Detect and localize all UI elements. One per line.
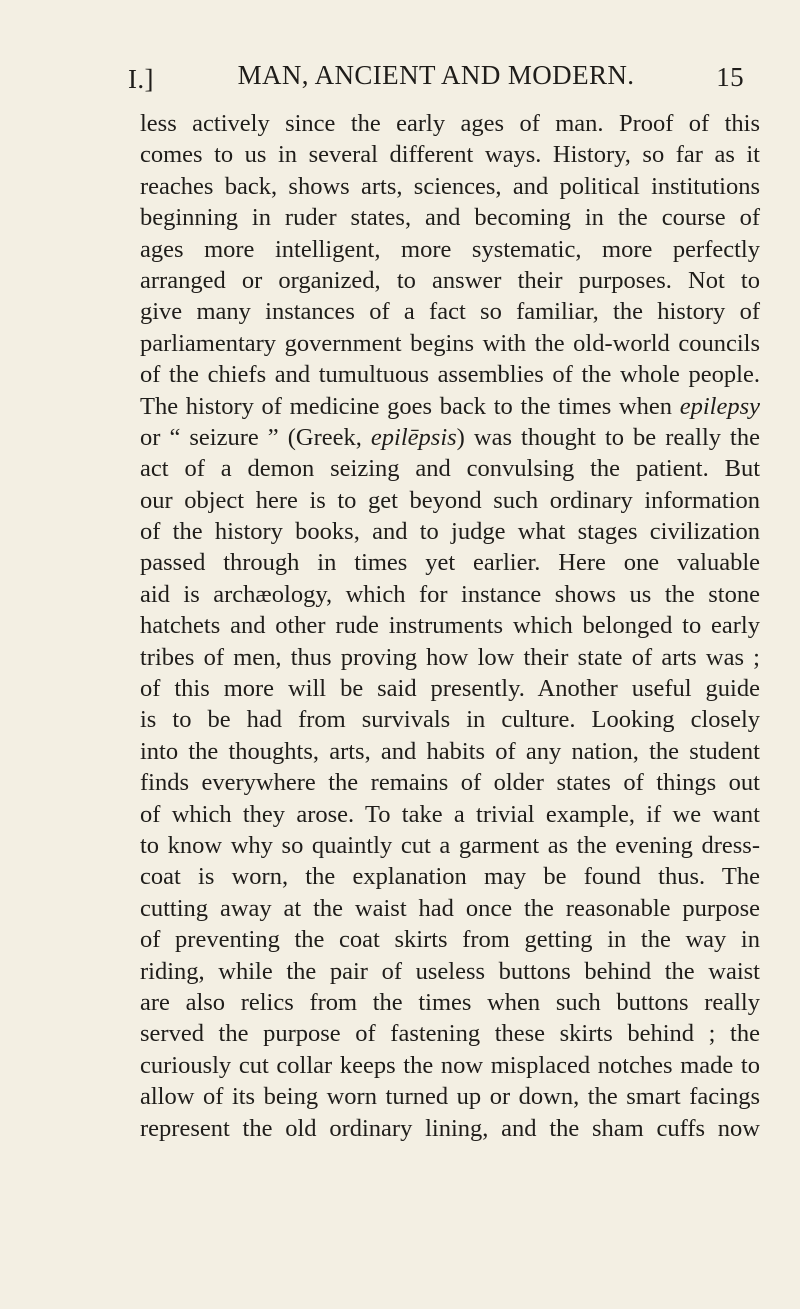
text-line [140,1113,760,1144]
text-line [140,202,760,233]
line-text: to know why so quaintly cut a garment as the evening dress- [140,831,760,859]
line-text: cutting away at the waist had once the reasonable purpose [140,894,760,922]
line-text: of this more will be said presently. Another useful guide [140,675,760,703]
text-line [140,767,760,798]
line-text: is to be had from survivals in culture. Looking closely [140,706,760,734]
line-text: passed through in times yet earlier. Here one valuable [140,549,760,577]
text-line [140,139,760,170]
text-line [140,171,760,202]
text-line [140,296,760,327]
chapter-mark: I.] [128,64,154,94]
text-line [140,1018,760,1049]
body-text [140,108,760,1144]
line-text: into the thoughts, arts, and habits of any nation, the student [140,737,760,765]
line-text: The history of medicine goes back to the times when [140,392,680,420]
text-line [140,956,760,987]
text-line [140,234,760,265]
text-line [140,830,760,861]
italic-term: epilepsy [679,392,760,420]
line-text: give many instances of a fact so familiar, the history of [140,298,760,326]
text-line [140,1050,760,1081]
line-text: curiously cut collar keeps the now misplaced notches made to [140,1051,760,1079]
line-text: comes to us in several different ways. History, so far as it [140,141,760,169]
line-text: are also relics from the times when such buttons really [140,988,760,1016]
text-line [140,453,760,484]
text-line [140,799,760,830]
line-text: ) was thought to be really the [456,423,760,451]
line-text: of preventing the coat skirts from getting in the way in [140,926,760,954]
text-line [140,265,760,296]
line-text: of the history books, and to judge what stages civilization [140,518,760,546]
page-number: 15 [716,62,744,92]
line-text: less actively since the early ages of man. Proof of this [140,110,760,137]
text-line [140,485,760,516]
line-text: ages more intelligent, more systematic, more perfectly [140,235,760,263]
text-line [140,391,760,422]
text-line [140,328,760,359]
running-title: MAN, ANCIENT AND MODERN. [237,60,635,90]
line-text: riding, while the pair of useless buttons behind the waist [140,957,760,985]
line-text: hatchets and other rude instruments which belonged to early [140,612,760,640]
text-line [140,422,760,453]
text-line [140,547,760,578]
line-text: arranged or organized, to answer their purposes. Not to [140,266,760,294]
line-text: aid is archæology, which for instance shows us the stone [140,580,760,608]
line-text: of which they arose. To take a trivial example, if we want [140,800,760,828]
text-line [140,610,760,641]
text-line [140,108,760,139]
text-line [140,642,760,673]
line-text: or “ seizure ” (Greek, [140,423,371,451]
text-line [140,893,760,924]
line-text: finds everywhere the remains of older states of things out [140,769,760,797]
text-line [140,924,760,955]
text-line [140,516,760,547]
line-text: of the chiefs and tumultuous assemblies of the whole people. [140,361,760,389]
line-text: our object here is to get beyond such ordinary information [140,486,760,514]
running-head [128,60,744,96]
text-line [140,987,760,1018]
text-line [140,359,760,390]
line-text: beginning in ruder states, and becoming in the course of [140,204,760,232]
italic-term: epilēpsis [370,423,457,451]
text-line [140,704,760,735]
line-text: coat is worn, the explanation may be found thus. The [140,863,760,891]
line-text: parliamentary government begins with the old-world councils [140,329,760,357]
text-line [140,579,760,610]
line-text: tribes of men, thus proving how low their state of arts was ; [140,643,760,671]
text-line [140,673,760,704]
line-text: served the purpose of fastening these skirts behind ; the [140,1020,760,1048]
line-text: represent the old ordinary lining, and the sham cuffs now [140,1114,760,1142]
line-text: act of a demon seizing and convulsing the patient. But [140,455,760,483]
text-line [140,736,760,767]
line-text: allow of its being worn turned up or down, the smart facings [140,1083,760,1111]
line-text: reaches back, shows arts, sciences, and political institutions [140,172,760,200]
text-line [140,861,760,892]
text-line [140,1081,760,1112]
